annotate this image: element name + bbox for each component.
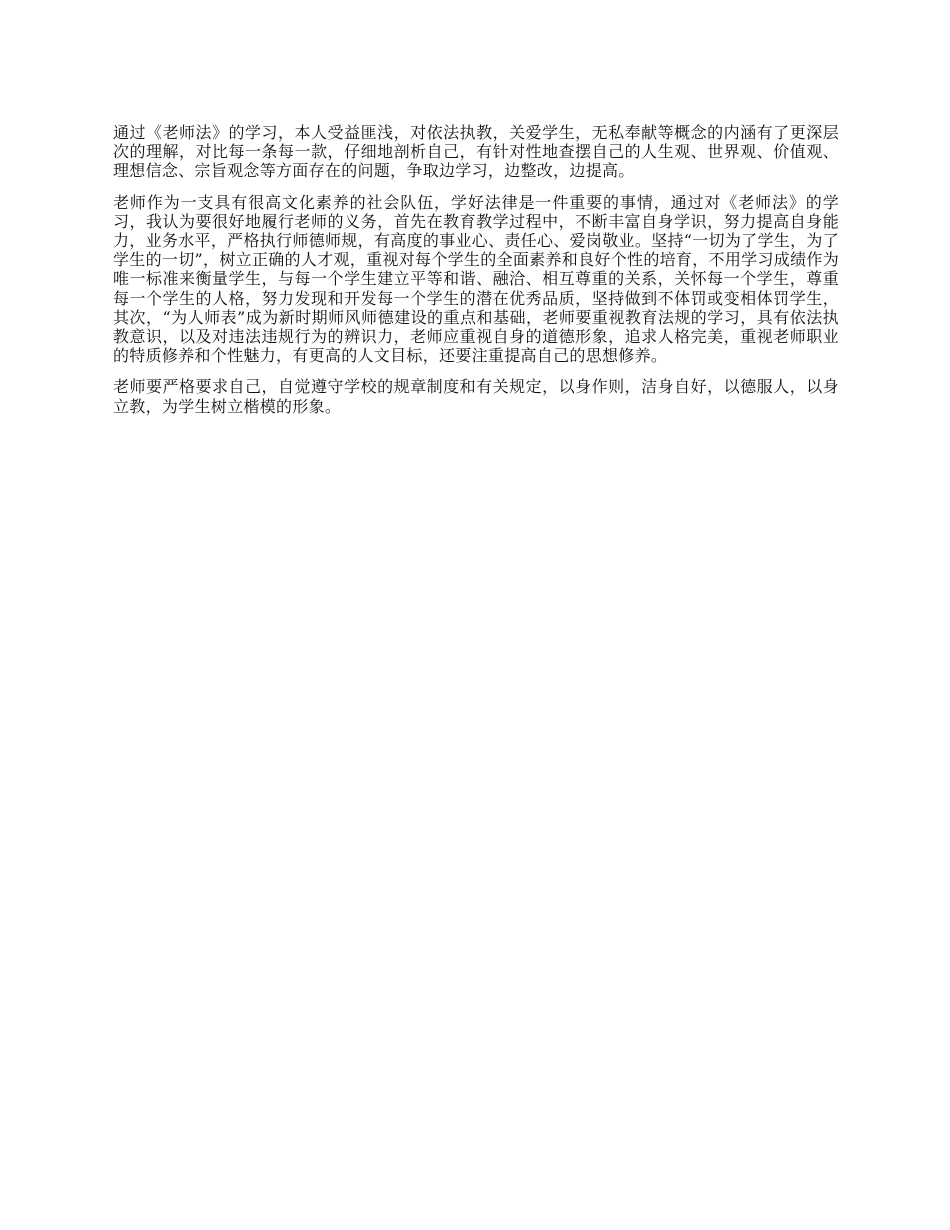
paragraph-2: 老师作为一支具有很高文化素养的社会队伍，学好法律是一件重要的事情，通过对《老师法》的学习，我认为要很好地履行老师的义务，首先在教育教学过程中，不断丰富自身学识，努力提高自身能力，业务水平，严格执行师德师规，有高度的事业心、责任心、爱岗敬业。坚持“一切为了学生，为了学生的一切”，树立正确的人才观，重视对每个学生的全面素养和良好个性的培育，不用学习成绩作为唯一标准来衡量学生，与每一个学生建立平等和谐、融洽、相互尊重的关系，关怀每一个学生，尊重每一个学生的人格，努力发现和开发每一个学生的潜在优秀品质，坚持做到不体罚或变相体罚学生，其次，“为人师表”成为新时期师风师德建设的重点和基础，老师要重视教育法规的学习，具有依法执教意识，以及对违法违规行为的辨识力，老师应重视自身的道德形象，追求人格完美，重视老师职业的特质修养和个性魅力，有更高的人文目标，还要注重提高自己的思想修养。 xyxy=(113,192,839,366)
document-body xyxy=(113,123,839,428)
paragraph-1: 通过《老师法》的学习，本人受益匪浅，对依法执教，关爱学生，无私奉献等概念的内涵有了更深层次的理解，对比每一条每一款，仔细地剖析自己，有针对性地查摆自己的人生观、世界观、价值观、理想信念、宗旨观念等方面存在的问题，争取边学习，边整改，边提高。 xyxy=(113,123,839,181)
paragraph-3: 老师要严格要求自己，自觉遵守学校的规章制度和有关规定，以身作则，洁身自好，以德服人，以身立教，为学生树立楷模的形象。 xyxy=(113,377,839,416)
